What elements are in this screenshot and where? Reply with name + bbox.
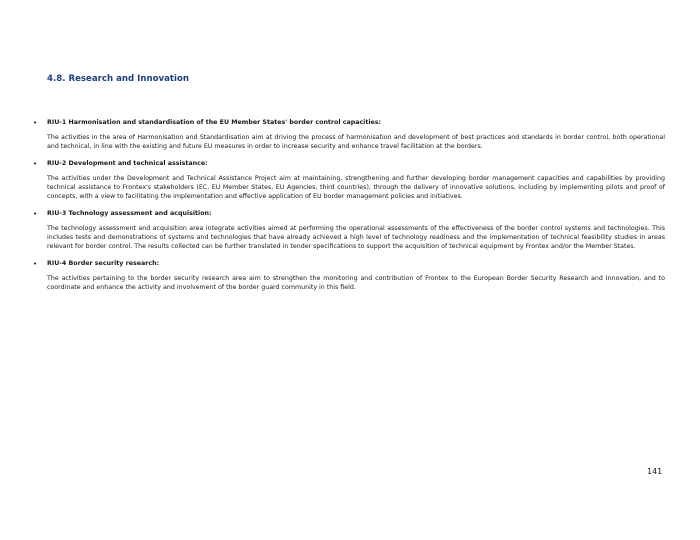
item-body: The activities in the area of Harmonisation and Standardisation aim at driving the process of harmonisation and development of best practices and standards in border control, both operational and technical, in line with the existing and future EU measures in order to increase security and enhance travel facilitation at the borders.: [47, 134, 665, 150]
item-heading: RIU-1 Harmonisation and standardisation of the EU Member States' border control capacities:: [47, 119, 382, 126]
list-item-riu-3: [33, 209, 665, 251]
item-body: The activities under the Development and Technical Assistance Project aim at maintaining, strengthening and further developing border management capacities and capabilities by providing technical assistance to Frontex's stakeholders (EC, EU Member States, EU Agencies, third countries), through the delivery of innovative solutions, including by implementing pilots and proof of concepts, with a view to facilitating the implementation and effective application of EU border management policies and initiatives.: [47, 175, 665, 200]
bullet-icon: •: [33, 210, 38, 218]
item-heading: RIU-4 Border security research:: [47, 260, 160, 267]
page-number: 141: [647, 467, 663, 476]
item-body: The activities pertaining to the border security research area aim to strengthen the monitoring and contribution of Frontex to the European Border Security Research and Innovation, and to coordinate and enhance the activity and involvement of the border guard community in this field.: [47, 275, 665, 291]
list-item-riu-4: [33, 259, 665, 292]
bullet-icon: •: [33, 160, 38, 168]
item-heading: RIU-2 Development and technical assistance:: [47, 160, 208, 167]
item-heading: RIU-3 Technology assessment and acquisition:: [47, 210, 212, 217]
list-item-riu-2: [33, 159, 665, 201]
item-body: The technology assessment and acquisition area integrate activities aimed at performing the operational assessments of the effectiveness of the border control systems and technologies. This includes tests and demonstrations of systems and technologies that have already achieved a high level of technology readiness and the implementation of technical feasibility studies in areas relevant for border control. The results collected can be further translated in tender specifications to support the acquisition of technical equipment by Frontex and/or the Member States.: [47, 225, 665, 250]
bullet-icon: •: [33, 260, 38, 268]
list-item-riu-1: [33, 118, 665, 151]
bullet-icon: •: [33, 119, 38, 127]
section-title: 4.8. Research and Innovation: [47, 74, 189, 84]
riu-list: [33, 118, 665, 300]
